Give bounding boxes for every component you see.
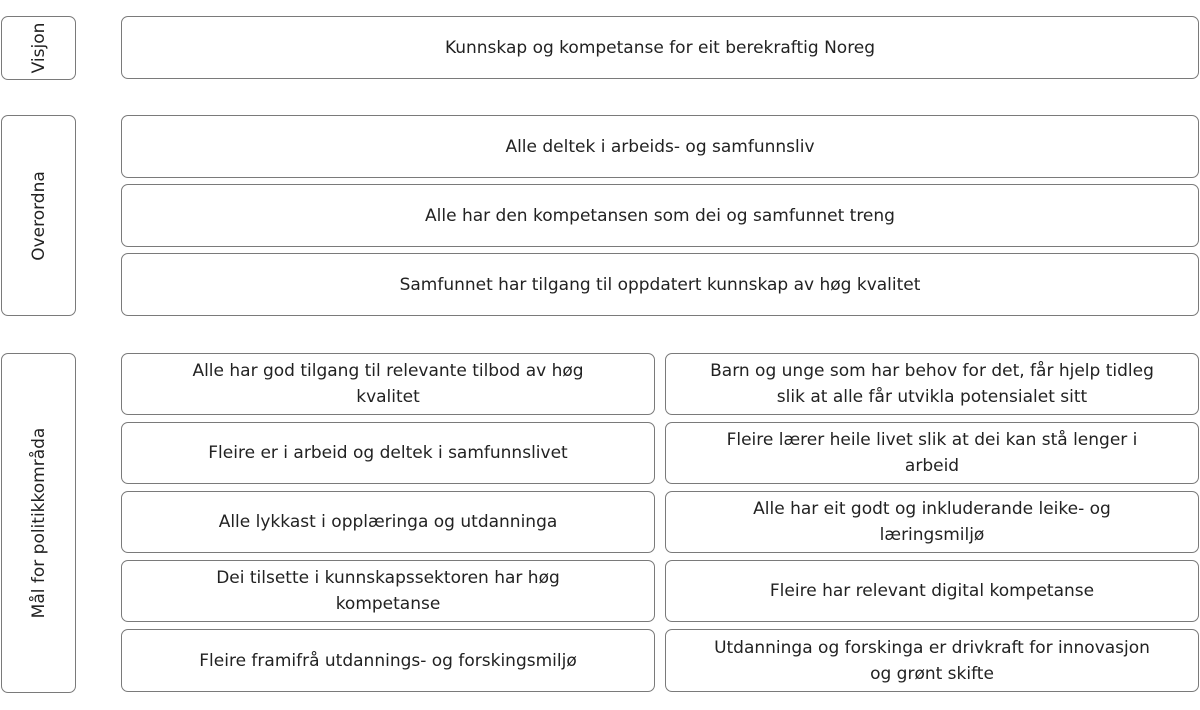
policy-goal-left: Fleire framifrå utdannings- og forskingsmiljø [121,629,655,692]
policy-goal-right: Utdanninga og forskinga er drivkraft for innovasjon og grønt skifte [665,629,1199,692]
policy-goal-right: Fleire har relevant digital kompetanse [665,560,1199,622]
policy-goal-right: Barn og unge som har behov for det, får hjelp tidleg slik at alle får utvikla potensialet sitt [665,353,1199,415]
policy-goal-right: Fleire lærer heile livet slik at dei kan stå lenger i arbeid [665,422,1199,484]
overarching-label-box [1,115,76,316]
policy-label: Mål for politikkområda [28,427,49,619]
policy-goal-left: Alle har god tilgang til relevante tilbod av høg kvalitet [121,353,655,415]
vision-label: Visjon [28,22,49,74]
policy-label-box [1,353,76,693]
overarching-label: Overordna [28,170,49,261]
policy-goal-left: Fleire er i arbeid og deltek i samfunnslivet [121,422,655,484]
vision-label-box [1,16,76,80]
policy-goal-left: Dei tilsette i kunnskapssektoren har høg kompetanse [121,560,655,622]
policy-goal-left: Alle lykkast i opplæringa og utdanninga [121,491,655,553]
overarching-goal: Alle har den kompetansen som dei og samfunnet treng [121,184,1199,247]
overarching-goal: Samfunnet har tilgang til oppdatert kunnskap av høg kvalitet [121,253,1199,316]
overarching-goal: Alle deltek i arbeids- og samfunnsliv [121,115,1199,178]
policy-goal-right: Alle har eit godt og inkluderande leike- og læringsmiljø [665,491,1199,553]
vision-box: Kunnskap og kompetanse for eit berekraftig Noreg [121,16,1199,79]
